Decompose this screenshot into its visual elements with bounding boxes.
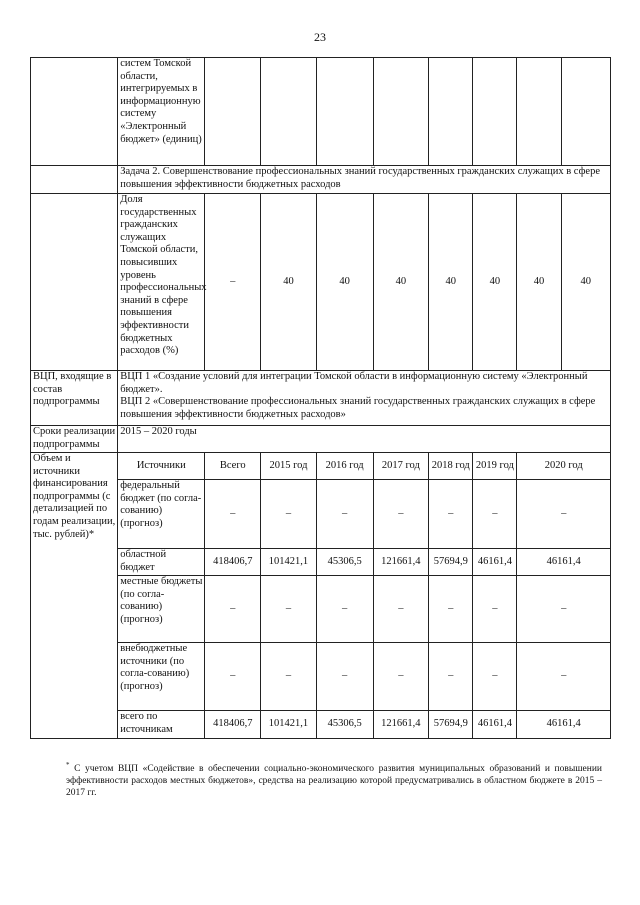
finance-value: – [316, 576, 373, 643]
finance-value: 121661,4 [373, 711, 429, 739]
footnote-text: С учетом ВЦП «Содействие в обеспечении социально-экономического развития муниципальных образований и повышении эффективности расходов местных бюджетов», средства на реализацию которой предусматривались в областном бюджете в 2015 – 2017 гг. [66, 764, 603, 798]
finance-row [31, 549, 611, 576]
finance-header: 2020 год [517, 453, 611, 480]
finance-value: – [473, 480, 517, 549]
finance-total-row [31, 711, 611, 739]
indicator-value: 40 [429, 194, 473, 371]
finance-value: – [429, 643, 473, 711]
vcp-content [118, 371, 611, 426]
finance-label: Объем и источники финансирования подпрограммы (с детализацией по годам реализации, тыс. рублей)* [31, 453, 118, 739]
finance-value: 46161,4 [517, 549, 611, 576]
finance-value: – [261, 480, 317, 549]
finance-value: – [261, 643, 317, 711]
finance-value: – [205, 480, 261, 549]
finance-header: 2016 год [316, 453, 373, 480]
finance-value: – [517, 480, 611, 549]
finance-value: – [517, 643, 611, 711]
finance-value: 57694,9 [429, 711, 473, 739]
task-row [31, 166, 611, 194]
finance-header: 2015 год [261, 453, 317, 480]
vcp-1: ВЦП 1 «Создание условий для интеграции Томской области в информационную систему «Электронный бюджет». [120, 371, 588, 395]
finance-header: Всего [205, 453, 261, 480]
finance-value: – [473, 576, 517, 643]
finance-value: 121661,4 [373, 549, 429, 576]
terms-value: 2015 – 2020 годы [118, 426, 611, 453]
finance-header: 2019 год [473, 453, 517, 480]
finance-value: 101421,1 [261, 711, 317, 739]
finance-value: 101421,1 [261, 549, 317, 576]
task-2-text: Задача 2. Совершенствование профессиональных знаний государственных гражданских служащих в сфере повышения эффективности бюджетных расходов [118, 166, 611, 194]
finance-source: внебюджетные источники (по согла-сованию) (прогноз) [118, 643, 205, 711]
indicator-name: систем Томской области, интегрируемых в информационную систему «Электронный бюджет» (единиц) [118, 58, 205, 166]
indicator-name: Доля государственных гражданских служащих Томской области, повысивших уровень профессиональных знаний в сфере повышения эффективности бюджетных расходов (%) [118, 194, 205, 371]
finance-value: – [316, 643, 373, 711]
finance-value: – [373, 576, 429, 643]
finance-source: всего по источникам [118, 711, 205, 739]
finance-value: – [373, 643, 429, 711]
footnote-mark: * [66, 761, 70, 769]
finance-source: федеральный бюджет (по согла-сованию) (прогноз) [118, 480, 205, 549]
indicator-value: 40 [561, 194, 610, 371]
indicator-value: 40 [261, 194, 317, 371]
finance-row [31, 643, 611, 711]
finance-value: – [373, 480, 429, 549]
finance-value: 46161,4 [517, 711, 611, 739]
finance-value: 45306,5 [316, 549, 373, 576]
subprogram-passport-table [30, 57, 611, 739]
vcp-label: ВЦП, входящие в состав подпрограммы [31, 371, 118, 426]
finance-value: 45306,5 [316, 711, 373, 739]
finance-value: – [316, 480, 373, 549]
finance-value: 418406,7 [205, 711, 261, 739]
indicator-row-1 [31, 58, 611, 166]
finance-value: – [205, 643, 261, 711]
footnote [66, 761, 602, 800]
page-number: 23 [314, 30, 326, 44]
finance-value: – [261, 576, 317, 643]
terms-row [31, 426, 611, 453]
finance-source: областной бюджет [118, 549, 205, 576]
indicator-value: 40 [373, 194, 429, 371]
indicator-row-2 [31, 194, 611, 371]
finance-value: 57694,9 [429, 549, 473, 576]
finance-value: – [429, 480, 473, 549]
finance-value: 46161,4 [473, 549, 517, 576]
finance-header: 2017 год [373, 453, 429, 480]
finance-value: – [473, 643, 517, 711]
finance-value: – [429, 576, 473, 643]
finance-value: – [205, 576, 261, 643]
finance-value: 418406,7 [205, 549, 261, 576]
finance-row [31, 576, 611, 643]
finance-header-row [31, 453, 611, 480]
terms-label: Сроки реализации подпрограммы [31, 426, 118, 453]
indicator-value: 40 [517, 194, 561, 371]
finance-value: – [517, 576, 611, 643]
vcp-row [31, 371, 611, 426]
indicator-value: – [205, 194, 261, 371]
finance-source: местные бюджеты (по согла-сованию) (прогноз) [118, 576, 205, 643]
finance-row [31, 480, 611, 549]
finance-header: Источники [118, 453, 205, 480]
indicator-value: 40 [473, 194, 517, 371]
indicator-value: 40 [316, 194, 373, 371]
vcp-2: ВЦП 2 «Совершенствование профессиональных знаний государственных гражданских служащих в сфере повышения эффективности бюджетных расходов» [120, 396, 596, 420]
finance-header: 2018 год [429, 453, 473, 480]
finance-value: 46161,4 [473, 711, 517, 739]
